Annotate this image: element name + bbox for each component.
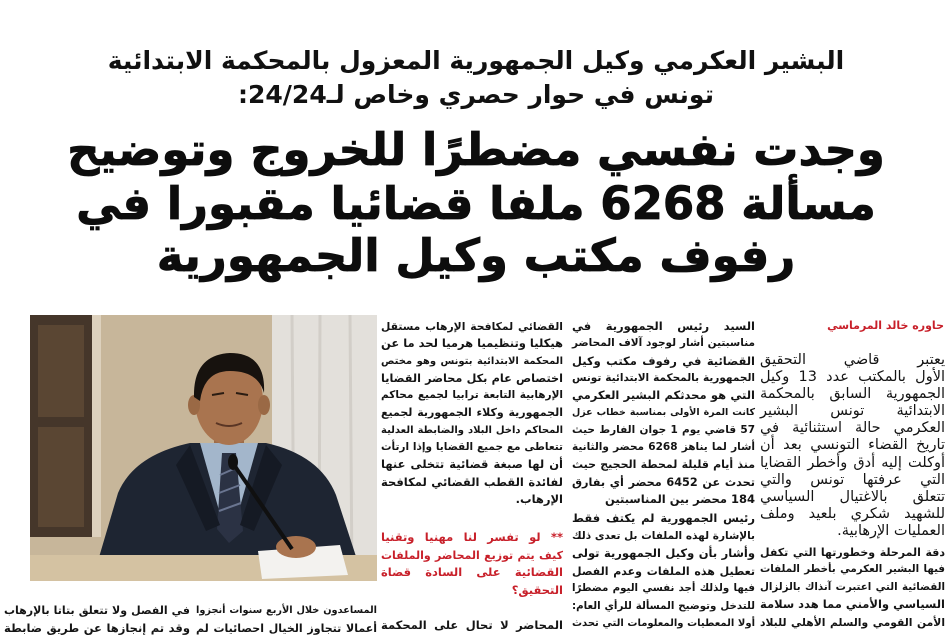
article-text-line: في الفصل ولا تتعلق بتاتا بالإرهاب bbox=[4, 604, 190, 617]
intro-text-line: تاريخ القضاء التونسي بعد أن bbox=[760, 437, 945, 454]
article-text-line: فيها البشير العكرمي بأخطر الملفات bbox=[760, 563, 945, 576]
article-text-line: المحاضر لا تحال على المحكمة bbox=[381, 618, 563, 632]
intro-text-line: العمليات الإرهابية. bbox=[837, 522, 945, 539]
question-text-line: القضائية على السادة قضاة bbox=[381, 565, 563, 579]
article-text-line: للتدخل وتوضيح المسألة للرأي العام: bbox=[572, 599, 755, 612]
article-text-line: منذ أيام قليلة لمحطة الحجيج حيث bbox=[572, 458, 755, 472]
intro-text-line: الأول بالمكتب عدد 13 وكيل bbox=[760, 369, 946, 386]
article-paragraph bbox=[381, 318, 563, 508]
question-text-line: ** لو تفسر لنا مهنيا وتقنيا bbox=[381, 530, 563, 544]
article-paragraph bbox=[760, 544, 945, 631]
article-text-line: بالإشارة لهذه الملفات بل تعدى ذلك bbox=[572, 529, 755, 542]
article-text-line: القضائي لمكافحة الإرهاب مستقل bbox=[381, 320, 563, 333]
article-text-line: مناسبتين أشار لوجود آلاف المحاضر bbox=[572, 337, 755, 350]
article-text-line: المحاكم داخل البلاد والضابطة العدلية bbox=[381, 424, 563, 436]
kicker-line: البشير العكرمي وكيل الجمهورية المعزول بالمحكمة الابتدائية bbox=[107, 46, 845, 75]
interview-question bbox=[381, 529, 563, 599]
article-text-line: تتعاطى مع جميع القضايا وإذا ارتأت bbox=[381, 441, 563, 454]
intro-text-line: تتعلق بالاغتيال السياسي bbox=[760, 488, 945, 505]
article-text-line: لفائدة القطب القضائي لمكافحة bbox=[381, 474, 563, 489]
article-text-line: وقد تم إنجازها عن طريق ضابطة bbox=[4, 620, 190, 635]
article-paragraph bbox=[572, 318, 755, 508]
article-text-line: المساعدون خلال الأربع سنوات أنجزوا bbox=[196, 605, 377, 616]
article-paragraph bbox=[4, 602, 190, 637]
intro-text-line: أوكلت إليه أدق وأخطر القضايا bbox=[760, 454, 945, 471]
article-text-line: دقة المرحلة وخطورتها التي تكفل bbox=[760, 546, 945, 559]
article-text-line: رئيس الجمهورية لم يكتف فقط bbox=[572, 511, 755, 525]
article-text-line: وأشار بأن وكيل الجمهورية تولى bbox=[572, 546, 755, 560]
article-text-line: 184 محضر بين المناسبتين bbox=[604, 491, 755, 506]
article-text-line: هيكليا وتنظيميا هرميا لحد ما عن bbox=[380, 336, 563, 351]
headline-line: رفوف مكتب وكيل الجمهورية bbox=[156, 229, 796, 282]
intro-paragraph bbox=[760, 352, 945, 540]
article-text-line: الأمن القومي والسلم الأهلي للبلاد bbox=[760, 615, 945, 629]
intro-text-line: الابتدائية تونس البشير bbox=[760, 403, 945, 420]
article-text-line: كانت المرة الأولى بمناسبة خطاب عزل bbox=[572, 407, 755, 419]
article-text-line: الجمهورية وكلاء الجمهورية لجميع bbox=[381, 406, 563, 420]
article-text-line: 57 قاضي يوم 1 جوان الفارط حيث bbox=[572, 423, 756, 436]
article-text-line: أولا المعطيات والمعلومات التي تحدث bbox=[572, 618, 755, 629]
article-text-line: المحكمة الابتدائية بتونس وهو مختص bbox=[381, 355, 563, 367]
article-text-line: أن لها صبغة قضائية تتخلى عنها bbox=[381, 457, 563, 472]
article-text-line: تعطيل هذه الملفات وعدم الفصل bbox=[572, 564, 755, 578]
intro-text-line: للشهيد شكري بلعيد وملف bbox=[760, 505, 945, 522]
hand bbox=[276, 536, 316, 558]
article-text-line: التي هو محدثكم البشير العكرمي bbox=[572, 388, 755, 403]
article-text-line: القضائية التي اعتبرت آنذاك بالزلزال bbox=[760, 580, 945, 593]
article-paragraph bbox=[196, 602, 377, 637]
article-text-line: الإرهابية التابعة ترابيا لجميع محاكم bbox=[381, 389, 563, 402]
article-text-line: الجمهورية بالمحكمة الابتدائية تونس bbox=[572, 371, 755, 384]
intro-text-line: يعتبر قاضي التحقيق bbox=[760, 352, 945, 368]
article-text-line: فيها ولذلك أجد نفسي اليوم مضطرًا bbox=[572, 582, 755, 594]
article-text-line: السيد رئيس الجمهورية في bbox=[572, 319, 755, 333]
byline: حاوره خالد المرماسي bbox=[827, 319, 944, 332]
interview-answer bbox=[381, 617, 563, 635]
wooden-cabinet bbox=[30, 315, 101, 537]
intro-text-line: التي عرفتها تونس والتي bbox=[760, 471, 945, 488]
intro-text-line: العكرمي حالة استثنائية في bbox=[760, 420, 945, 437]
article-text-line: القضائية في رفوف مكتب وكيل bbox=[572, 353, 755, 368]
intro-text-line: الجمهورية السابق بالمحكمة bbox=[760, 386, 945, 403]
article-text-line: تحدث عن 6452 محضر أي بفارق bbox=[572, 475, 755, 489]
article-text-line: الإرهاب. bbox=[515, 491, 563, 506]
article-text-line: أعمالا تتجاوز الخيال احصائيات لم bbox=[196, 621, 377, 635]
article-text-line: أشار لما يناهز 6268 محضر والثانية bbox=[572, 441, 755, 454]
question-text-line: التحقيق؟ bbox=[511, 582, 563, 597]
article-text-line: السياسي والأمني مما هدد سلامة bbox=[760, 597, 945, 612]
headline-line: مسألة 6268 ملفا قضائيا مقبورا في bbox=[76, 177, 876, 230]
photo-illustration bbox=[30, 315, 377, 581]
article-photo bbox=[30, 315, 377, 581]
headline-line: وجدت نفسي مضطرًا للخروج وتوضيح bbox=[67, 123, 885, 176]
article-paragraph bbox=[572, 510, 755, 633]
article-text-line: اختصاص عام بكل محاضر القضايا bbox=[381, 371, 563, 385]
question-text-line: كيف يتم توزيع المحاضر والملفات bbox=[381, 548, 563, 562]
kicker-line: تونس في حوار حصري وخاص لـ24/24: bbox=[238, 80, 714, 109]
